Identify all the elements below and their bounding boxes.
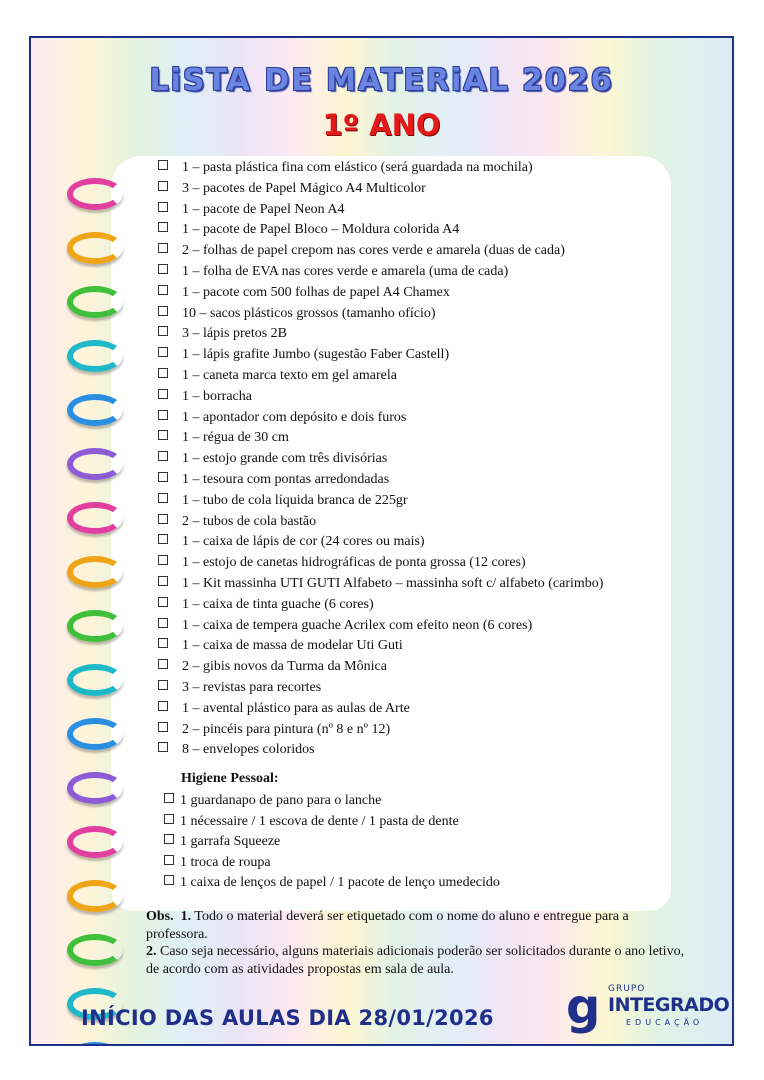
spiral-ring-icon <box>67 502 123 534</box>
list-item <box>158 678 603 699</box>
list-item <box>158 616 603 637</box>
checkbox-icon <box>158 347 168 357</box>
list-item <box>158 740 603 761</box>
list-item-text: 1 – borracha <box>182 388 252 404</box>
obs-text-2: Caso seja necessário, alguns materiais adicionais poderão ser solicitados durante o ano letivo, de acordo com as atividades propostas em sala de aula. <box>146 944 685 977</box>
checkbox-icon <box>164 875 174 885</box>
hygiene-item <box>164 853 500 874</box>
list-item-text: 1 – pacote com 500 folhas de papel A4 Chamex <box>182 284 450 300</box>
checkbox-icon <box>158 701 168 711</box>
spiral-ring-icon <box>67 178 123 210</box>
spiral-ring-icon <box>67 880 123 912</box>
checkbox-icon <box>164 814 174 824</box>
hygiene-item-text: 1 nécessaire / 1 escova de dente / 1 pasta de dente <box>180 813 459 829</box>
hygiene-item-text: 1 caixa de lenços de papel / 1 pacote de lenço umedecido <box>180 875 500 890</box>
hygiene-item-text: 1 troca de roupa <box>180 854 271 870</box>
spiral-ring-icon <box>67 772 123 804</box>
list-item-text: 1 – pacote de Papel Bloco – Moldura colorida A4 <box>182 222 460 238</box>
page-frame <box>29 36 734 1046</box>
list-item <box>158 387 603 408</box>
checkbox-icon <box>158 680 168 690</box>
list-item <box>158 283 603 304</box>
checkbox-icon <box>158 618 168 628</box>
spiral-binding <box>67 178 127 1046</box>
logo-mark: g <box>566 979 601 1035</box>
checkbox-icon <box>158 534 168 544</box>
list-item <box>158 220 603 241</box>
list-item-text: 1 – caixa de tempera guache Acrilex com efeito neon (6 cores) <box>182 617 533 633</box>
checkbox-icon <box>158 264 168 274</box>
spiral-ring-icon <box>67 286 123 318</box>
list-item <box>158 262 603 283</box>
grade-subtitle: 1º ANO <box>322 108 441 142</box>
checkbox-icon <box>158 493 168 503</box>
list-item-text: 1 – estojo de canetas hidrográficas de ponta grossa (12 cores) <box>182 555 526 571</box>
list-item-text: 2 – gibis novos da Turma da Mônica <box>182 659 387 675</box>
checkbox-icon <box>158 243 168 253</box>
checkbox-icon <box>158 430 168 440</box>
checkbox-icon <box>158 285 168 295</box>
hygiene-item <box>164 832 500 853</box>
list-item-text: 1 – apontador com depósito e dois furos <box>182 409 407 425</box>
checkbox-icon <box>158 389 168 399</box>
spiral-ring-icon <box>67 232 123 264</box>
list-item-text: 3 – lápis pretos 2B <box>182 326 287 342</box>
logo-bottom-text: EDUCAÇÃO <box>626 1018 704 1027</box>
material-list <box>158 158 603 761</box>
spiral-ring-icon <box>67 394 123 426</box>
checkbox-icon <box>158 722 168 732</box>
list-item-text: 1 – caixa de tinta guache (6 cores) <box>182 596 374 612</box>
list-item <box>158 179 603 200</box>
spiral-ring-icon <box>67 1042 123 1046</box>
checkbox-icon <box>158 514 168 524</box>
obs-number-1: 1. <box>180 909 192 924</box>
list-item-text: 1 – lápis grafite Jumbo (sugestão Faber Castell) <box>182 347 450 363</box>
checkbox-icon <box>164 793 174 803</box>
list-item-text: 1 – avental plástico para as aulas de Arte <box>182 700 410 716</box>
spiral-ring-icon <box>67 448 123 480</box>
list-item <box>158 574 603 595</box>
list-item <box>158 158 603 179</box>
list-item <box>158 200 603 221</box>
hygiene-list <box>164 791 500 894</box>
hygiene-title: Higiene Pessoal: <box>181 771 279 786</box>
logo-top-text: GRUPO <box>608 984 646 994</box>
spiral-ring-icon <box>67 934 123 966</box>
checkbox-icon <box>158 368 168 378</box>
list-item <box>158 595 603 616</box>
spiral-ring-icon <box>67 610 123 642</box>
spiral-ring-icon <box>67 556 123 588</box>
checkbox-icon <box>158 451 168 461</box>
hygiene-item <box>164 791 500 812</box>
list-item-text: 2 – tubos de cola bastão <box>182 513 317 529</box>
list-item-text: 1 – folha de EVA nas cores verde e amarela (uma de cada) <box>182 263 509 279</box>
list-item <box>158 636 603 657</box>
hygiene-item-text: 1 garrafa Squeeze <box>180 834 281 849</box>
list-item-text: 8 – envelopes coloridos <box>182 742 315 758</box>
list-item-text: 1 – pacote de Papel Neon A4 <box>182 201 345 217</box>
checkbox-icon <box>158 576 168 586</box>
list-item <box>158 512 603 533</box>
list-item <box>158 408 603 429</box>
obs-text-1: Todo o material deverá ser etiquetado com o nome do aluno e entregue para a professora. <box>146 909 629 942</box>
spiral-ring-icon <box>67 664 123 696</box>
list-item-text: 1 – tesoura com pontas arredondadas <box>182 471 390 487</box>
list-item <box>158 491 603 512</box>
checkbox-icon <box>164 855 174 865</box>
checkbox-icon <box>158 472 168 482</box>
list-item-text: 3 – revistas para recortes <box>182 679 322 695</box>
list-item-text: 1 – pasta plástica fina com elástico (será guardada na mochila) <box>182 160 533 175</box>
checkbox-icon <box>158 326 168 336</box>
list-item <box>158 470 603 491</box>
checkbox-icon <box>158 638 168 648</box>
list-item <box>158 345 603 366</box>
list-item <box>158 553 603 574</box>
list-item-text: 1 – caixa de massa de modelar Uti Guti <box>182 638 403 654</box>
checkbox-icon <box>158 222 168 232</box>
observations <box>146 908 686 978</box>
list-item <box>158 241 603 262</box>
checkbox-icon <box>158 659 168 669</box>
list-item-text: 2 – folhas de papel crepom nas cores verde e amarela (duas de cada) <box>182 243 565 259</box>
list-item <box>158 720 603 741</box>
list-item-text: 1 – estojo grande com três divisórias <box>182 451 388 467</box>
page-title: LiSTA DE MATERiAL 2026 <box>149 63 614 98</box>
hygiene-item <box>164 812 500 833</box>
list-item-text: 1 – tubo de cola líquida branca de 225gr <box>182 492 408 508</box>
list-item-text: 1 – régua de 30 cm <box>182 430 289 446</box>
hygiene-item-text: 1 guardanapo de pano para o lanche <box>180 793 382 808</box>
list-item <box>158 699 603 720</box>
checkbox-icon <box>158 742 168 752</box>
spiral-ring-icon <box>67 340 123 372</box>
list-item <box>158 657 603 678</box>
list-item <box>158 449 603 470</box>
school-start-date: INÍCIO DAS AULAS DIA 28/01/2026 <box>81 1006 494 1030</box>
list-item-text: 1 – caixa de lápis de cor (24 cores ou mais) <box>182 534 425 550</box>
list-item <box>158 324 603 345</box>
checkbox-icon <box>158 306 168 316</box>
list-item-text: 2 – pincéis para pintura (nº 8 e nº 12) <box>182 721 391 737</box>
checkbox-icon <box>164 834 174 844</box>
obs-number-2: 2. <box>146 944 157 959</box>
checkbox-icon <box>158 555 168 565</box>
integrado-logo <box>566 980 731 1040</box>
hygiene-item <box>164 873 500 894</box>
spiral-ring-icon <box>67 718 123 750</box>
checkbox-icon <box>158 597 168 607</box>
list-item-text: 10 – sacos plásticos grossos (tamanho ofício) <box>182 305 436 321</box>
list-item-text: 1 – Kit massinha UTI GUTI Alfabeto – massinha soft c/ alfabeto (carimbo) <box>182 575 604 591</box>
checkbox-icon <box>158 181 168 191</box>
checkbox-icon <box>158 202 168 212</box>
checkbox-icon <box>158 160 168 170</box>
checkbox-icon <box>158 410 168 420</box>
list-item <box>158 428 603 449</box>
logo-name: INTEGRADO <box>608 994 730 1016</box>
obs-label: Obs. <box>146 909 174 924</box>
list-item <box>158 366 603 387</box>
spiral-ring-icon <box>67 826 123 858</box>
list-item-text: 3 – pacotes de Papel Mágico A4 Multicolor <box>182 180 426 196</box>
list-item-text: 1 – caneta marca texto em gel amarela <box>182 367 397 383</box>
list-item <box>158 532 603 553</box>
list-item <box>158 304 603 325</box>
